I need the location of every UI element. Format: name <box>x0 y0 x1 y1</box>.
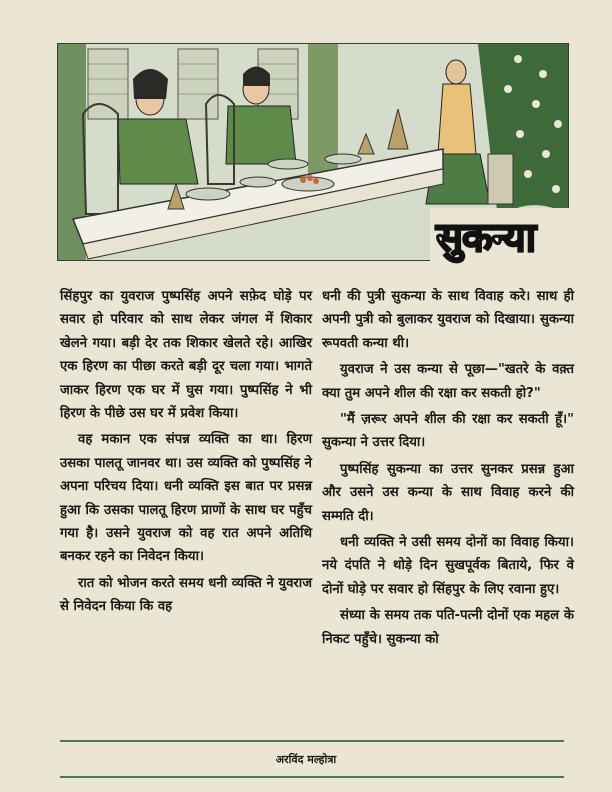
footer-rule-top <box>60 740 564 742</box>
paragraph: संध्या के समय तक पति-पत्नी दोनों एक महल के निकट पहुँचे। सुकन्या को <box>322 608 574 647</box>
paragraph: पुष्पसिंह सुकन्या का उत्तर सुनकर प्रसन्न हुआ और उसने उस कन्या के साथ विवाह करने की सम्मति दी। <box>322 461 574 524</box>
paragraph: "मैं ज़रूर अपने शील की रक्षा कर सकती हूँ।" सुकन्या ने उत्तर दिया। <box>322 412 574 451</box>
left-column <box>60 285 312 622</box>
story-title: सुकन्या <box>436 215 536 261</box>
author-name: अरविंद मल्होत्रा <box>275 753 337 766</box>
paragraph: धनी व्यक्ति ने उसी समय दोनों का विवाह किया। नये दंपति ने थोड़े दिन सुखपूर्वक बिताये, फिर वे दोनों घोड़े पर सवार हो सिंहपुर के लिए रवाना हुए। <box>322 535 574 597</box>
paragraph: युवराज ने उस कन्या से पूछा—"खतरे के वक़्त क्या तुम अपने शील की रक्षा कर सकती हो?" <box>322 362 574 401</box>
footer-rule-bottom <box>60 776 564 778</box>
paragraph: रात को भोजन करते समय धनी व्यक्ति ने युवराज से निवेदन किया कि वह <box>60 575 312 615</box>
right-column <box>322 285 574 654</box>
paragraph: वह मकान एक संपन्न व्यक्ति का था। हिरण उसका पालतू जानवर था। उस व्यक्ति को पुष्पसिंह ने अपना परिचय दिया। धनी व्यक्ति इस बात पर प्रसन्न हुआ कि उसका पालतू हिरण प्राणों के साथ घर पहुँच गया है। उसने युवराज को वह रात अपने अतिथि बनकर रहने का निवेदन किया। <box>60 432 312 565</box>
paragraph: धनी की पुत्री सुकन्या के साथ विवाह करे। साथ ही अपनी पुत्री को बुलाकर युवराज को दिखाया। सुकन्या रूपवती कन्या थी। <box>322 289 574 351</box>
paragraph: सिंहपुर का युवराज पुष्पसिंह अपने सफ़ेद घोड़े पर सवार हो परिवार को साथ लेकर जंगल में शिकार खेलने गया। बड़ी देर तक शिकार खेलते रहे। आखिर एक हिरण का पीछा करते बड़ी दूर चला गया। भागते जाकर हिरण एक घर में घुस गया। पुष्पसिंह ने भी हिरण के पीछे उस घर में प्रवेश किया। <box>60 289 312 422</box>
story-title-box <box>430 208 570 268</box>
